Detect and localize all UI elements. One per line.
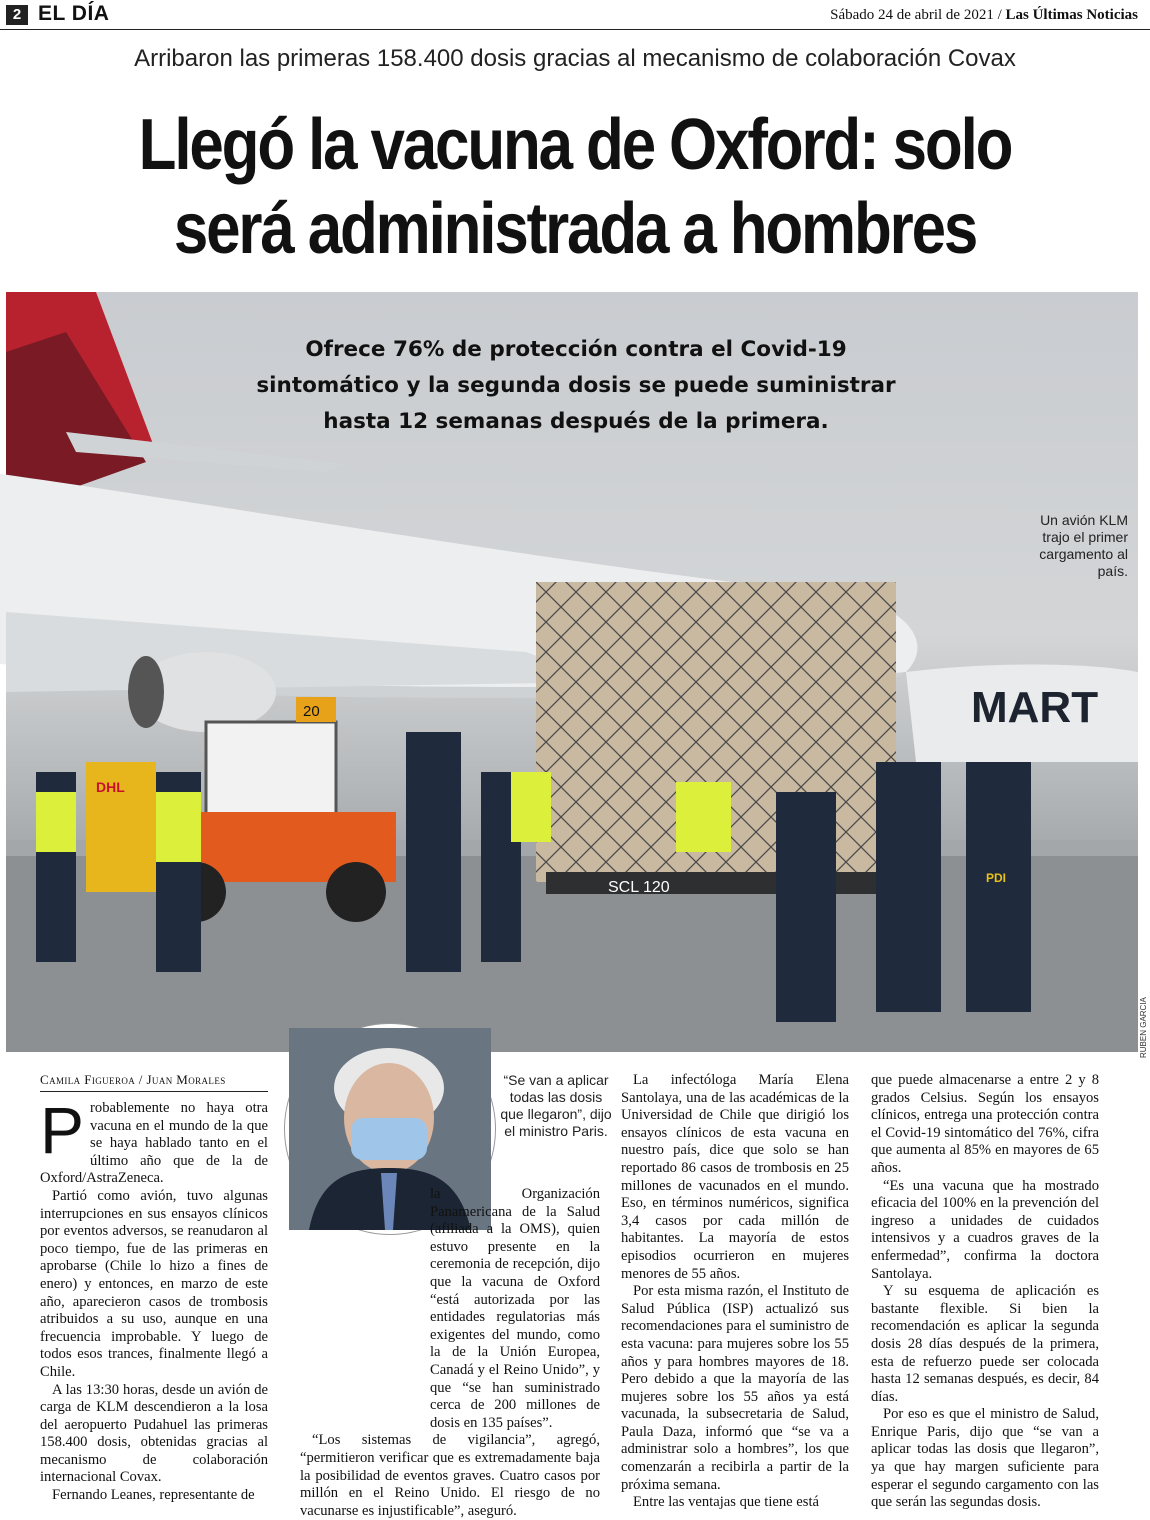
- masthead: [0, 0, 1150, 30]
- article-column-1: [40, 1093, 268, 1505]
- article-column-3: [621, 1072, 849, 1512]
- container-code: SCL 120: [608, 879, 670, 896]
- paragraph: A las 13:30 horas, desde un avión de carga de KLM descendieron a la losa del aeropuerto Pudahuel las primeras 158.400 dosis, obtenidas gracias al mecanismo de colaboración internacional Covax.: [40, 1381, 268, 1486]
- paragraph-text: robablemente no haya otra vacuna en el mundo de la que se haya hablado tanto en el último año que de la de Oxford/AstraZeneca.: [40, 1100, 268, 1187]
- issue-date: Sábado 24 de abril de 2021: [830, 7, 994, 23]
- paragraph: Por esta misma razón, el Instituto de Salud Pública (ISP) actualizó sus recomendaciones para el suministro de esta vacuna: para mujeres sobre los 55 años y para hombres mayores de 18. Pero debido a que la mayoría de las mujeres sobre los 55 años ya está vacunada, la subsecretaria de Salud, Paula Daza, informó que “se va a administrar solo a hombres”, los que comenzarán a recibirla a partir de la próxima semana.: [621, 1283, 849, 1493]
- main-photo: [6, 292, 1138, 1052]
- paragraph: “Es una vacuna que ha mostrado eficacia del 100% en la prevención del ingreso a unidades de cuidados intensivos y a cuadros graves de la enfermedad”, confirma la doctora Santolaya.: [871, 1177, 1099, 1282]
- paragraph: Fernando Leanes, representante de: [52, 1487, 255, 1504]
- aircraft-livery: MART: [971, 683, 1099, 732]
- page-number: 2: [6, 5, 28, 25]
- dateline: [830, 7, 1138, 24]
- dhl-logo: DHL: [96, 779, 125, 795]
- photo-credit: [1138, 990, 1150, 1060]
- paragraph: [40, 1093, 268, 1188]
- drop-cap: P: [40, 1093, 85, 1167]
- kicker: Arribaron las primeras 158.400 dosis gracias al mecanismo de colaboración Covax: [134, 45, 1016, 72]
- article-column-4: [871, 1072, 1099, 1512]
- article-column-2: [300, 1186, 600, 1520]
- byline: Camila Figueroa / Juan Morales: [40, 1072, 268, 1092]
- paragraph: Entre las ventajas que tiene está: [633, 1494, 819, 1511]
- headline-line-2: será administrada a hombres: [173, 189, 977, 269]
- headline: [81, 103, 1070, 271]
- paragraph: “Los sistemas de vigilancia”, agregó, “permitieron verificar que es extremadamente baja la posibilidad de eventos graves. Cuatro casos por millón en el Reino Unido. El riesgo de no vacunarse es injustificable”, aseguró.: [300, 1432, 600, 1519]
- paragraph: Partió como avión, tuvo algunas interrupciones en sus ensayos clínicos por eventos adversos, se reanudaron al poco tiempo, fue de las primeras en aprobarse (Chile lo hizo a fines de enero) y entonces, en marzo de este año, aparecieron casos de trombosis atribuidos a su uso, aunque en una frecuencia improbable. Y luego de todos esos trances, finalmente llegó a Chile.: [40, 1187, 268, 1380]
- newspaper-name: Las Últimas Noticias: [1005, 7, 1138, 23]
- section-name: EL DÍA: [38, 2, 110, 25]
- photo-credit-text: RUBEN GARCIA: [1139, 997, 1148, 1058]
- photo-deck: Ofrece 76% de protección contra el Covid-19 sintomático y la segunda dosis se puede suministrar hasta 12 semanas después de la primera.: [256, 337, 896, 434]
- dateline-separator: /: [997, 7, 1002, 23]
- headline-line-1: Llegó la vacuna de Oxford: solo: [138, 105, 1012, 185]
- pull-quote: “Se van a aplicar todas las dosis que llegaron”, dijo el ministro Paris.: [500, 1072, 612, 1139]
- paragraph: la Organización Panamericana de la Salud (afiliada a la OMS), quien estuvo presente en la ceremonia de recepción, dijo que la vacuna de Oxford “está autorizada por las entidades regulatorias más exigentes del mundo, como la de la Unión Europea, Canadá y el Reino Unido”, y que “se han suministrado cerca de 200 millones de dosis en 135 países”.: [430, 1186, 600, 1431]
- paragraph: Y su esquema de aplicación es bastante flexible. Si bien la recomendación es aplicar la segunda dosis 28 días después de la primera, esta de refuerzo puede ser colocada hasta 12 semanas después, es decir, 84 días.: [871, 1283, 1099, 1405]
- pdi-badge: PDI: [986, 871, 1007, 885]
- paragraph: que puede almacenarse a entre 2 y 8 grados Celsius. Según los ensayos clínicos, entrega una protección contra el Covid-19 sintomático del 76%, cifra que aumenta al 85% en mayores de 65 años.: [871, 1072, 1099, 1176]
- photo-caption: Un avión KLM trajo el primer cargamento al país.: [1039, 512, 1128, 579]
- paragraph: La infectóloga María Elena Santolaya, una de las académicas de la Universidad de Chile que dirigió los ensayos clínicos de esta vacuna en nuestro país, dice que solo se han reportado 86 casos de trombosis en 25 millones de vacunados en el mundo. Eso, en términos numéricos, significa 3,4 casos por cada millón de habitantes. La mayoría de estos episodios ocurrieron en mujeres menores de 55 años.: [621, 1072, 849, 1282]
- cart-number: 20: [303, 703, 320, 720]
- paragraph: Por eso es que el ministro de Salud, Enrique Paris, dijo que “se van a aplicar todas las dosis que llegaron”, ya que hay margen suficiente para esperar el segundo cargamento con las que serán las segundas dosis.: [871, 1406, 1099, 1511]
